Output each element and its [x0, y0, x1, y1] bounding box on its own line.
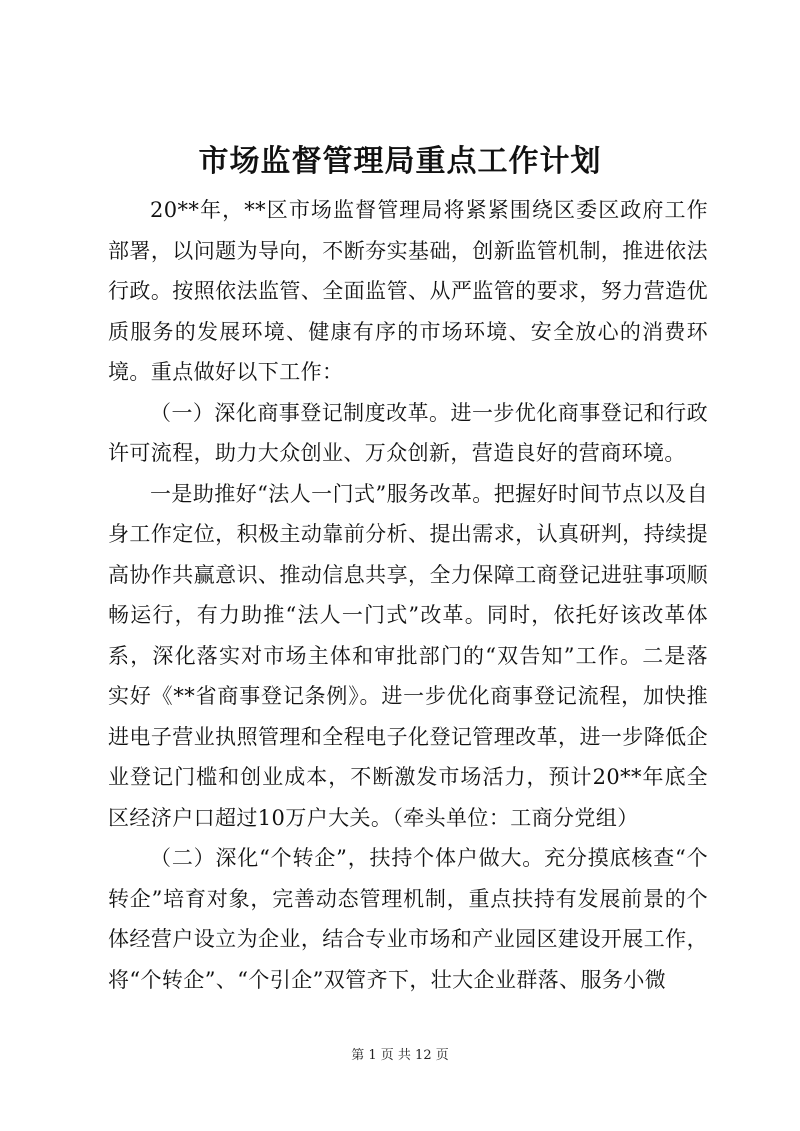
- paragraph-section-2: （二）深化“个转企”，扶持个体户做大。充分摸底核查“个转企”培育对象，完善动态管理机制，重点扶持有发展前景的个体经营户设立为企业，结合专业市场和产业园区建设开展工作，将“个转企”、“个引企”双管齐下，壮大企业群落、服务小微: [108, 846, 708, 992]
- document-body: [108, 190, 708, 1000]
- document-title: 市场监督管理局重点工作计划: [198, 144, 602, 179]
- paragraph-section-1: （一）深化商事登记制度改革。进一步优化商事登记和行政许可流程，助力大众创业、万众创新，营造良好的营商环境。: [108, 400, 708, 465]
- paragraph-intro: 20**年，**区市场监督管理局将紧紧围绕区委区政府工作部署，以问题为导向，不断夯实基础，创新监管机制，推进依法行政。按照依法监管、全面监管、从严监管的要求，努力营造优质服务的发展环境、健康有序的市场环境、安全放心的消费环境。重点做好以下工作：: [108, 198, 708, 384]
- page-number-footer: 第 1 页 共 12 页: [351, 1048, 449, 1063]
- paragraph-section-1-detail: 一是助推好“法人一门式”服务改革。把握好时间节点以及自身工作定位，积极主动靠前分析、提出需求，认真研判，持续提高协作共赢意识、推动信息共享，全力保障工商登记进驻事项顺畅运行，有力助推“法人一门式”改革。同时，依托好该改革体系，深化落实对市场主体和审批部门的“双告知”工作。二是落实好《**省商事登记条例》。进一步优化商事登记流程，加快推进电子营业执照管理和全程电子化登记管理改革，进一步降低企业登记门槛和创业成本，不断激发市场活力，预计20**年底全区经济户口超过10万户大关。（牵头单位：工商分党组）: [108, 481, 708, 830]
